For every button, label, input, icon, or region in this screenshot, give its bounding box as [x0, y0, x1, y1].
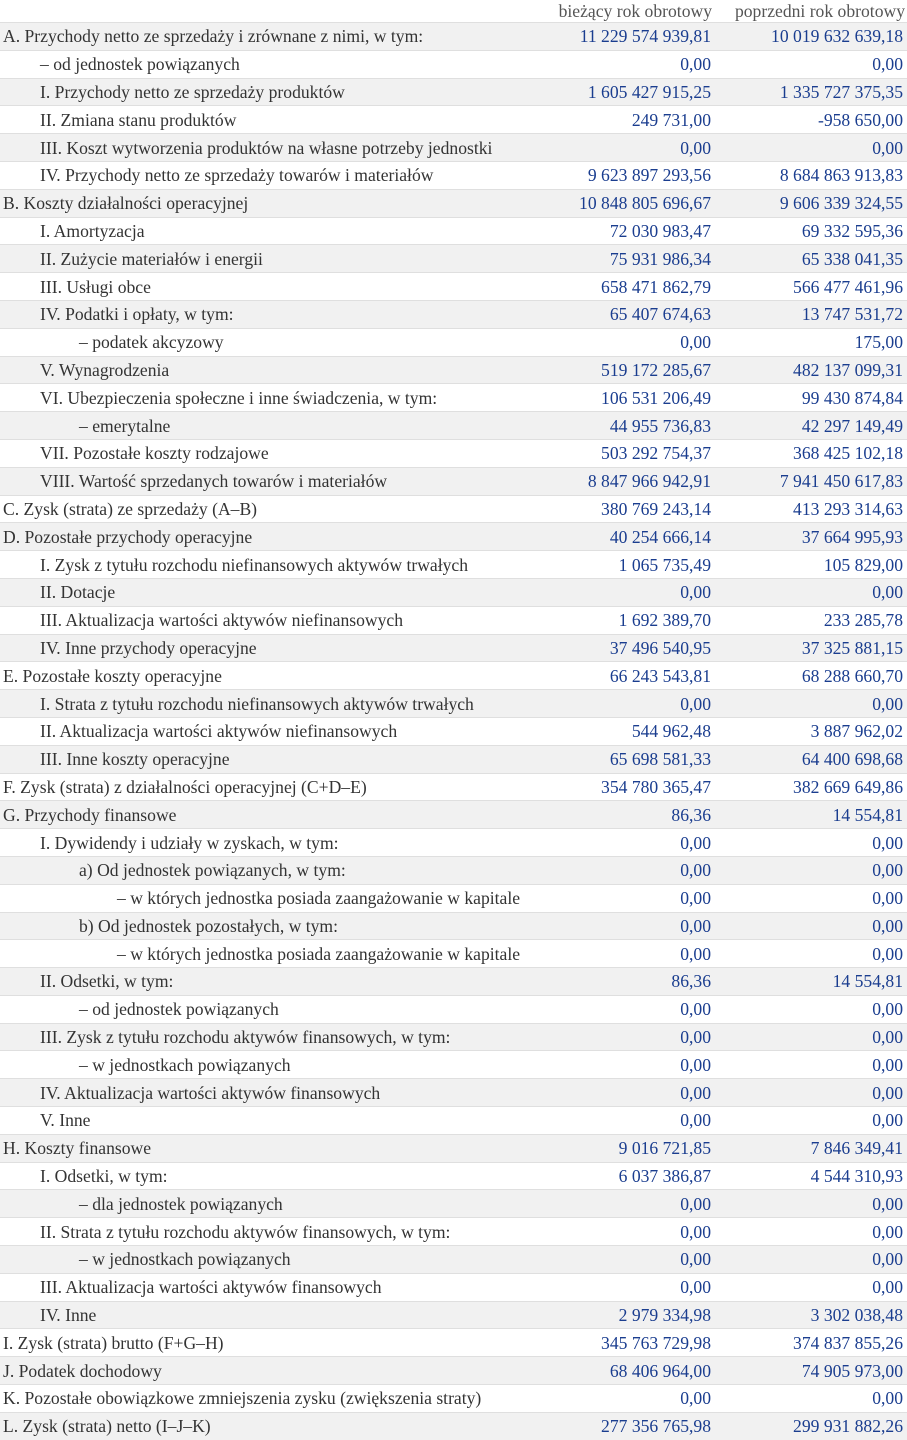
- row-current-year-value: 10 848 805 696,67: [579, 193, 711, 214]
- row-label: II. Zużycie materiałów i energii: [40, 248, 263, 269]
- row-current-year-value: 1 692 389,70: [618, 610, 711, 631]
- table-row: [0, 690, 907, 718]
- row-previous-year-value: 0,00: [872, 860, 903, 881]
- table-row: [0, 1385, 907, 1413]
- row-current-year-value: 86,36: [671, 804, 711, 825]
- row-label: – podatek akcyzowy: [79, 332, 224, 353]
- row-label: I. Dywidendy i udziały w zyskach, w tym:: [40, 832, 339, 853]
- table-row: [0, 523, 907, 551]
- row-current-year-value: 65 407 674,63: [609, 304, 711, 325]
- row-current-year-value: 40 254 666,14: [609, 526, 711, 547]
- row-current-year-value: 11 229 574 939,81: [579, 26, 711, 47]
- row-current-year-value: 44 955 736,83: [609, 415, 711, 436]
- table-row: [0, 912, 907, 940]
- table-row: [0, 773, 907, 801]
- header-previous-year: poprzedni rok obrotowy: [734, 0, 905, 21]
- row-previous-year-value: 382 669 649,86: [793, 776, 903, 797]
- row-label: C. Zysk (strata) ze sprzedaży (A–B): [3, 498, 258, 519]
- row-label: IV. Inne przychody operacyjne: [40, 637, 257, 658]
- row-previous-year-value: 4 544 310,93: [810, 1166, 903, 1187]
- row-label: III. Usługi obce: [40, 276, 151, 297]
- table-row: [0, 1162, 907, 1190]
- row-label: VI. Ubezpieczenia społeczne i inne świadczenia, w tym:: [40, 387, 438, 408]
- table-row: [0, 412, 907, 440]
- row-previous-year-value: 37 325 881,15: [801, 637, 903, 658]
- row-current-year-value: 0,00: [680, 999, 711, 1020]
- row-current-year-value: 68 406 964,00: [609, 1360, 711, 1381]
- row-label: VIII. Wartość sprzedanych towarów i materiałów: [40, 471, 388, 492]
- table-row: [0, 1273, 907, 1301]
- row-previous-year-value: 65 338 041,35: [801, 248, 903, 269]
- row-previous-year-value: 0,00: [872, 693, 903, 714]
- table-row: [0, 328, 907, 356]
- table-row: [0, 1079, 907, 1107]
- row-label: I. Odsetki, w tym:: [40, 1166, 168, 1187]
- row-label: III. Aktualizacja wartości aktywów niefinansowych: [40, 610, 403, 631]
- table-row: [0, 1301, 907, 1329]
- row-previous-year-value: 0,00: [872, 832, 903, 853]
- row-label: H. Koszty finansowe: [3, 1138, 152, 1159]
- row-current-year-value: 66 243 543,81: [609, 665, 711, 686]
- row-label: IV. Inne: [40, 1305, 97, 1326]
- row-label: I. Strata z tytułu rozchodu niefinansowych aktywów trwałych: [40, 693, 474, 714]
- table-row: [0, 217, 907, 245]
- row-label: K. Pozostałe obowiązkowe zmniejszenia zysku (zwiększenia straty): [3, 1388, 482, 1409]
- row-previous-year-value: 0,00: [872, 1277, 903, 1298]
- row-current-year-value: 9 016 721,85: [618, 1138, 711, 1159]
- row-previous-year-value: 14 554,81: [832, 804, 903, 825]
- row-previous-year-value: 0,00: [872, 1221, 903, 1242]
- row-current-year-value: 0,00: [680, 832, 711, 853]
- row-label: A. Przychody netto ze sprzedaży i zrównane z nimi, w tym:: [3, 26, 424, 47]
- row-label: IV. Przychody netto ze sprzedaży towarów i materiałów: [40, 165, 434, 186]
- row-previous-year-value: 0,00: [872, 1054, 903, 1075]
- table-row: [0, 968, 907, 996]
- row-label: – w których jednostka posiada zaangażowanie w kapitale: [117, 888, 521, 909]
- row-current-year-value: 0,00: [680, 1054, 711, 1075]
- row-previous-year-value: 0,00: [872, 1110, 903, 1131]
- table-row: [0, 1051, 907, 1079]
- row-current-year-value: 0,00: [680, 1027, 711, 1048]
- table-row: [0, 467, 907, 495]
- table-row: [0, 995, 907, 1023]
- row-label: L. Zysk (strata) netto (I–J–K): [3, 1416, 211, 1437]
- table-row: [0, 495, 907, 523]
- table-row: [0, 829, 907, 857]
- row-label: – dla jednostek powiązanych: [79, 1193, 283, 1214]
- table-row: [0, 1357, 907, 1385]
- table-row: [0, 801, 907, 829]
- row-label: – w których jednostka posiada zaangażowanie w kapitale: [117, 943, 521, 964]
- row-label: I. Amortyzacja: [40, 220, 145, 241]
- table-row: [0, 1107, 907, 1135]
- table-row: [0, 106, 907, 134]
- row-label: D. Pozostałe przychody operacyjne: [3, 526, 253, 547]
- row-previous-year-value: 37 664 995,93: [801, 526, 903, 547]
- row-previous-year-value: 42 297 149,49: [801, 415, 903, 436]
- row-label: VII. Pozostałe koszty rodzajowe: [40, 443, 269, 464]
- row-previous-year-value: 105 829,00: [823, 554, 903, 575]
- table-header: [0, 0, 907, 23]
- row-current-year-value: 0,00: [680, 1249, 711, 1270]
- row-label: – w jednostkach powiązanych: [79, 1054, 291, 1075]
- row-current-year-value: 106 531 206,49: [601, 387, 711, 408]
- table-row: [0, 384, 907, 412]
- row-current-year-value: 277 356 765,98: [601, 1416, 711, 1437]
- row-label: J. Podatek dochodowy: [3, 1360, 162, 1381]
- table-row: [0, 856, 907, 884]
- row-label: II. Dotacje: [40, 582, 116, 603]
- row-previous-year-value: 0,00: [872, 582, 903, 603]
- table-row: [0, 551, 907, 579]
- row-previous-year-value: 299 931 882,26: [793, 1416, 903, 1437]
- row-previous-year-value: 7 941 450 617,83: [779, 471, 903, 492]
- row-previous-year-value: 8 684 863 913,83: [779, 165, 903, 186]
- table-row: [0, 1218, 907, 1246]
- row-previous-year-value: 13 747 531,72: [801, 304, 903, 325]
- row-current-year-value: 0,00: [680, 888, 711, 909]
- table-row: [0, 1246, 907, 1274]
- row-label: II. Aktualizacja wartości aktywów niefinansowych: [40, 721, 398, 742]
- row-label: B. Koszty działalności operacyjnej: [3, 193, 249, 214]
- table-row: [0, 273, 907, 301]
- row-previous-year-value: 368 425 102,18: [793, 443, 903, 464]
- row-current-year-value: 0,00: [680, 1082, 711, 1103]
- row-label: – od jednostek powiązanych: [40, 54, 240, 75]
- row-current-year-value: 354 780 365,47: [601, 776, 711, 797]
- table-row: [0, 300, 907, 328]
- table-row: [0, 134, 907, 162]
- row-previous-year-value: 69 332 595,36: [801, 220, 903, 241]
- header-current-year: bieżący rok obrotowy: [558, 0, 712, 21]
- row-label: V. Inne: [40, 1110, 91, 1131]
- row-previous-year-value: 0,00: [872, 1082, 903, 1103]
- row-current-year-value: 0,00: [680, 582, 711, 603]
- table-row: [0, 78, 907, 106]
- row-current-year-value: 0,00: [680, 1388, 711, 1409]
- row-previous-year-value: 14 554,81: [832, 971, 903, 992]
- row-label: F. Zysk (strata) z działalności operacyjnej (C+D–E): [3, 776, 367, 797]
- row-previous-year-value: 374 837 855,26: [793, 1332, 903, 1353]
- row-label: – emerytalne: [79, 415, 171, 436]
- row-current-year-value: 658 471 862,79: [601, 276, 711, 297]
- row-current-year-value: 1 605 427 915,25: [587, 81, 711, 102]
- table-row: [0, 606, 907, 634]
- row-label: – w jednostkach powiązanych: [79, 1249, 291, 1270]
- row-previous-year-value: 0,00: [872, 1193, 903, 1214]
- table-row: [0, 439, 907, 467]
- row-label: III. Zysk z tytułu rozchodu aktywów finansowych, w tym:: [40, 1027, 451, 1048]
- row-label: III. Koszt wytworzenia produktów na własne potrzeby jednostki: [40, 137, 493, 158]
- row-current-year-value: 380 769 243,14: [601, 498, 711, 519]
- row-previous-year-value: 0,00: [872, 888, 903, 909]
- table-row: [0, 634, 907, 662]
- table-row: [0, 356, 907, 384]
- table-body: [0, 23, 907, 1440]
- row-current-year-value: 0,00: [680, 1221, 711, 1242]
- row-current-year-value: 8 847 966 942,91: [587, 471, 711, 492]
- row-previous-year-value: -958 650,00: [817, 109, 903, 130]
- row-current-year-value: 0,00: [680, 943, 711, 964]
- table-row: [0, 662, 907, 690]
- row-current-year-value: 75 931 986,34: [609, 248, 711, 269]
- row-current-year-value: 37 496 540,95: [609, 637, 711, 658]
- row-label: III. Inne koszty operacyjne: [40, 749, 230, 770]
- row-previous-year-value: 0,00: [872, 1388, 903, 1409]
- row-previous-year-value: 0,00: [872, 915, 903, 936]
- row-previous-year-value: 64 400 698,68: [801, 749, 903, 770]
- row-previous-year-value: 566 477 461,96: [793, 276, 903, 297]
- row-previous-year-value: 9 606 339 324,55: [779, 193, 903, 214]
- row-label: a) Od jednostek powiązanych, w tym:: [79, 860, 346, 881]
- row-current-year-value: 544 962,48: [631, 721, 711, 742]
- row-label: II. Odsetki, w tym:: [40, 971, 174, 992]
- row-current-year-value: 2 979 334,98: [618, 1305, 711, 1326]
- row-label: II. Zmiana stanu produktów: [40, 109, 237, 130]
- row-previous-year-value: 0,00: [872, 54, 903, 75]
- table-row: [0, 161, 907, 189]
- row-current-year-value: 65 698 581,33: [609, 749, 711, 770]
- row-label: IV. Podatki i opłaty, w tym:: [40, 304, 234, 325]
- row-current-year-value: 0,00: [680, 54, 711, 75]
- row-current-year-value: 0,00: [680, 860, 711, 881]
- table-row: [0, 745, 907, 773]
- table-row: [0, 1023, 907, 1051]
- row-previous-year-value: 99 430 874,84: [801, 387, 903, 408]
- row-current-year-value: 503 292 754,37: [601, 443, 711, 464]
- row-current-year-value: 0,00: [680, 1110, 711, 1131]
- row-previous-year-value: 7 846 349,41: [810, 1138, 903, 1159]
- table-row: [0, 884, 907, 912]
- table-row: [0, 50, 907, 78]
- row-current-year-value: 6 037 386,87: [618, 1166, 711, 1187]
- row-previous-year-value: 68 288 660,70: [801, 665, 903, 686]
- table-row: [0, 1412, 907, 1440]
- row-current-year-value: 345 763 729,98: [601, 1332, 711, 1353]
- row-label: G. Przychody finansowe: [3, 804, 177, 825]
- row-label: IV. Aktualizacja wartości aktywów finansowych: [40, 1082, 381, 1103]
- row-previous-year-value: 74 905 973,00: [801, 1360, 903, 1381]
- row-current-year-value: 0,00: [680, 137, 711, 158]
- row-previous-year-value: 3 887 962,02: [810, 721, 903, 742]
- row-current-year-value: 86,36: [671, 971, 711, 992]
- row-previous-year-value: 0,00: [872, 137, 903, 158]
- table-row: [0, 578, 907, 606]
- row-previous-year-value: 233 285,78: [823, 610, 903, 631]
- row-previous-year-value: 10 019 632 639,18: [771, 26, 903, 47]
- row-label: I. Zysk z tytułu rozchodu niefinansowych aktywów trwałych: [40, 554, 469, 575]
- row-current-year-value: 9 623 897 293,56: [587, 165, 711, 186]
- row-current-year-value: 0,00: [680, 1193, 711, 1214]
- row-label: E. Pozostałe koszty operacyjne: [3, 665, 222, 686]
- table-row: [0, 23, 907, 51]
- row-previous-year-value: 0,00: [872, 999, 903, 1020]
- row-label: V. Wynagrodzenia: [40, 359, 170, 380]
- table-row: [0, 1190, 907, 1218]
- row-current-year-value: 0,00: [680, 915, 711, 936]
- row-label: I. Przychody netto ze sprzedaży produktów: [40, 81, 345, 102]
- table-row: [0, 189, 907, 217]
- row-current-year-value: 0,00: [680, 332, 711, 353]
- row-previous-year-value: 3 302 038,48: [810, 1305, 903, 1326]
- row-current-year-value: 72 030 983,47: [609, 220, 711, 241]
- row-previous-year-value: 0,00: [872, 1249, 903, 1270]
- row-label: III. Aktualizacja wartości aktywów finansowych: [40, 1277, 382, 1298]
- row-previous-year-value: 482 137 099,31: [793, 359, 903, 380]
- row-label: – od jednostek powiązanych: [79, 999, 279, 1020]
- table-row: [0, 245, 907, 273]
- row-current-year-value: 0,00: [680, 693, 711, 714]
- row-previous-year-value: 0,00: [872, 943, 903, 964]
- row-current-year-value: 519 172 285,67: [601, 359, 711, 380]
- table-row: [0, 940, 907, 968]
- row-current-year-value: 249 731,00: [631, 109, 711, 130]
- table-row: [0, 717, 907, 745]
- row-previous-year-value: 413 293 314,63: [793, 498, 903, 519]
- row-label: I. Zysk (strata) brutto (F+G–H): [3, 1332, 224, 1353]
- row-label: b) Od jednostek pozostałych, w tym:: [79, 915, 338, 936]
- table-row: [0, 1329, 907, 1357]
- row-previous-year-value: 1 335 727 375,35: [779, 81, 903, 102]
- row-previous-year-value: 0,00: [872, 1027, 903, 1048]
- row-current-year-value: 1 065 735,49: [618, 554, 711, 575]
- header-label-column: [0, 0, 521, 23]
- table-row: [0, 1134, 907, 1162]
- row-current-year-value: 0,00: [680, 1277, 711, 1298]
- row-previous-year-value: 175,00: [854, 332, 903, 353]
- row-label: II. Strata z tytułu rozchodu aktywów finansowych, w tym:: [40, 1221, 451, 1242]
